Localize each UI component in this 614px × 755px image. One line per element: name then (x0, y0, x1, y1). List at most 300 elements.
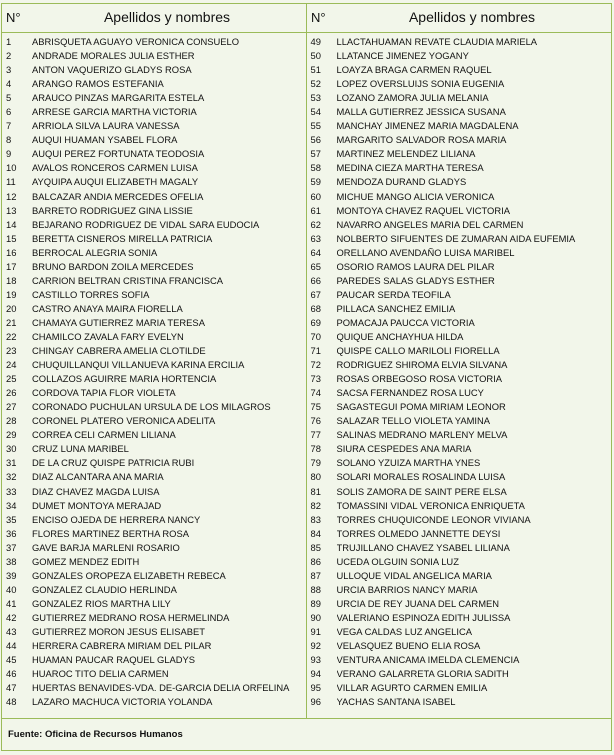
table-row (307, 344, 612, 358)
row-full-name: CORDOVA TAPIA FLOR VIOLETA (32, 387, 176, 399)
row-full-name: BERROCAL ALEGRIA SONIA (32, 246, 158, 258)
table-row (2, 555, 306, 569)
row-full-name: MARGARITO SALVADOR ROSA MARIA (336, 134, 507, 146)
row-full-name: DUMET MONTOYA MERAJAD (32, 499, 162, 511)
row-full-name: MICHUE MANGO ALICIA VERONICA (336, 190, 495, 202)
row-number: 37 (6, 541, 17, 553)
row-full-name: AUQUI HUAMAN YSABEL FLORA (32, 134, 178, 146)
row-full-name: NAVARRO ANGELES MARIA DEL CARMEN (336, 218, 524, 230)
table-row (2, 667, 306, 681)
table-row (307, 442, 612, 456)
table-row (2, 583, 306, 597)
row-number: 94 (310, 668, 321, 680)
table-row (307, 414, 612, 428)
row-number: 86 (310, 555, 321, 567)
row-full-name: SIURA CESPEDES ANA MARIA (336, 443, 472, 455)
row-full-name: LOAYZA BRAGA CARMEN RAQUEL (336, 64, 492, 76)
row-full-name: CASTRO ANAYA MAIRA FIORELLA (32, 302, 183, 314)
row-number: 42 (6, 611, 17, 623)
table-row (2, 569, 306, 583)
table-row (2, 499, 306, 513)
header-left (2, 4, 307, 32)
row-number: 87 (310, 569, 321, 581)
row-full-name: DIAZ CHAVEZ MAGDA LUISA (32, 485, 160, 497)
row-full-name: SALINAS MEDRANO MARLENY MELVA (336, 429, 508, 441)
row-number: 9 (6, 148, 12, 160)
left-column (2, 32, 307, 718)
table-body (2, 32, 611, 719)
table-row (307, 597, 612, 611)
row-full-name: TRUJILLANO CHAVEZ YSABEL LILIANA (336, 541, 510, 553)
table-row (307, 77, 612, 91)
row-full-name: LLATANCE JIMENEZ YOGANY (336, 50, 469, 62)
row-full-name: QUISPE CALLO MARILOLI FIORELLA (336, 345, 500, 357)
row-number: 26 (6, 387, 17, 399)
header-name-label: Apellidos y nombres (103, 9, 231, 25)
row-full-name: SOLARI MORALES ROSALINDA LUISA (336, 471, 506, 483)
row-number: 22 (6, 330, 17, 342)
row-full-name: PAUCAR SERDA TEOFILA (336, 288, 451, 300)
row-number: 47 (6, 682, 17, 694)
table-row (2, 330, 306, 344)
row-full-name: CARRION BELTRAN CRISTINA FRANCISCA (32, 274, 223, 286)
table-row (2, 541, 306, 555)
table-row (2, 372, 306, 386)
header-name-label: Apellidos y nombres (408, 9, 536, 25)
row-number: 73 (310, 373, 321, 385)
table-row (2, 260, 306, 274)
table-row (307, 625, 612, 639)
row-number: 11 (6, 176, 16, 188)
row-full-name: GOMEZ MENDEZ EDITH (32, 555, 140, 567)
table-row (2, 288, 306, 302)
table-row (307, 358, 612, 372)
row-full-name: LLACTAHUAMAN REVATE CLAUDIA MARIELA (336, 36, 538, 47)
row-number: 83 (310, 513, 321, 525)
table-row (307, 49, 612, 63)
table-row (307, 35, 612, 49)
table-row (2, 133, 306, 147)
table-row (307, 653, 612, 667)
row-full-name: BEJARANO RODRIGUEZ DE VIDAL SARA EUDOCIA (32, 218, 260, 230)
row-number: 53 (310, 92, 321, 104)
row-number: 85 (310, 541, 321, 553)
table-row (2, 358, 306, 372)
row-number: 24 (6, 359, 17, 371)
row-number: 77 (310, 429, 321, 441)
row-full-name: CASTILLO TORRES SOFIA (32, 288, 150, 300)
table-row (2, 386, 306, 400)
table-row (307, 133, 612, 147)
table-row (2, 428, 306, 442)
row-number: 44 (6, 640, 17, 652)
row-number: 54 (310, 106, 321, 118)
table-row (2, 485, 306, 499)
row-full-name: GAVE BARJA MARLENI ROSARIO (32, 541, 180, 553)
row-number: 30 (6, 443, 17, 455)
row-number: 82 (310, 499, 321, 511)
row-full-name: VEGA CALDAS LUZ ANGELICA (336, 625, 472, 637)
row-full-name: SACSA FERNANDEZ ROSA LUCY (336, 387, 484, 399)
row-full-name: VILLAR AGURTO CARMEN EMILIA (336, 682, 488, 694)
table-row (2, 190, 306, 204)
row-full-name: MENDOZA DURAND GLADYS (336, 176, 467, 188)
row-full-name: GONZALES OROPEZA ELIZABETH REBECA (32, 569, 226, 581)
row-full-name: ULLOQUE VIDAL ANGELICA MARIA (336, 569, 492, 581)
row-number: 33 (6, 485, 17, 497)
table-row (307, 611, 612, 625)
table-row (307, 386, 612, 400)
row-number: 72 (310, 359, 321, 371)
row-full-name: MEDINA CIEZA MARTHA TERESA (336, 162, 484, 174)
row-full-name: AUQUI PEREZ FORTUNATA TEODOSIA (32, 148, 205, 160)
row-full-name: VALERIANO ESPINOZA EDITH JULISSA (336, 611, 511, 623)
table-row (2, 175, 306, 189)
table-row (307, 583, 612, 597)
row-full-name: ANTON VAQUERIZO GLADYS ROSA (32, 64, 192, 76)
table-row (307, 119, 612, 133)
table-row (307, 428, 612, 442)
table-row (2, 274, 306, 288)
row-number: 63 (310, 232, 321, 244)
row-number: 5 (6, 92, 12, 104)
row-full-name: ARANGO RAMOS ESTEFANIA (32, 78, 164, 90)
row-number: 81 (310, 485, 321, 497)
table-row (2, 625, 306, 639)
row-number: 80 (310, 471, 321, 483)
row-full-name: UCEDA OLGUIN SONIA LUZ (336, 555, 459, 567)
table-row (2, 302, 306, 316)
row-full-name: CRUZ LUNA MARIBEL (32, 443, 129, 455)
row-number: 58 (310, 162, 321, 174)
row-number: 17 (6, 260, 17, 272)
row-full-name: PAREDES SALAS GLADYS ESTHER (336, 274, 495, 286)
row-full-name: SOLANO YZUIZA MARTHA YNES (336, 457, 481, 469)
header-number-label: N° (311, 10, 326, 25)
row-number: 40 (6, 583, 17, 595)
row-number: 18 (6, 274, 17, 286)
row-full-name: NOLBERTO SIFUENTES DE ZUMARAN AIDA EUFEMIA (336, 232, 576, 244)
row-full-name: TORRES CHUQUICONDE LEONOR VIVIANA (336, 513, 531, 525)
row-full-name: URCIA BARRIOS NANCY MARIA (336, 583, 478, 595)
table-row (307, 218, 612, 232)
row-number: 62 (310, 218, 321, 230)
table-row (2, 513, 306, 527)
row-number: 45 (6, 654, 17, 666)
table-row (307, 161, 612, 175)
row-full-name: CORONEL PLATERO VERONICA ADELITA (32, 415, 216, 427)
row-number: 41 (6, 597, 17, 609)
row-full-name: VERANO GALARRETA GLORIA SADITH (336, 668, 509, 680)
table-row (2, 442, 306, 456)
table-row (2, 456, 306, 470)
table-row (307, 639, 612, 653)
row-number: 69 (310, 316, 321, 328)
row-full-name: SAGASTEGUI POMA MIRIAM LEONOR (336, 401, 506, 413)
row-number: 36 (6, 527, 17, 539)
roster-table (1, 3, 612, 751)
row-number: 76 (310, 415, 321, 427)
table-row (307, 513, 612, 527)
table-row (307, 63, 612, 77)
row-number: 75 (310, 401, 321, 413)
table-row (307, 316, 612, 330)
row-full-name: MANCHAY JIMENEZ MARIA MAGDALENA (336, 120, 519, 132)
row-number: 68 (310, 302, 321, 314)
row-full-name: CHAMILCO ZAVALA FARY EVELYN (32, 330, 184, 342)
row-number: 3 (6, 64, 12, 76)
row-number: 35 (6, 513, 17, 525)
row-full-name: VELASQUEZ BUENO ELIA ROSA (336, 640, 481, 652)
table-row (307, 499, 612, 513)
row-number: 70 (310, 330, 321, 342)
row-number: 16 (6, 246, 17, 258)
table-row (307, 232, 612, 246)
row-full-name: CHUQUILLANQUI VILLANUEVA KARINA ERCILIA (32, 359, 245, 371)
table-row (2, 470, 306, 484)
table-row (2, 49, 306, 63)
table-row (2, 695, 306, 709)
right-column (307, 32, 612, 718)
row-full-name: GONZALEZ CLAUDIO HERLINDA (32, 583, 177, 595)
row-full-name: YACHAS SANTANA ISABEL (336, 696, 456, 708)
row-number: 2 (6, 50, 12, 62)
row-full-name: MONTOYA CHAVEZ RAQUEL VICTORIA (336, 204, 510, 216)
table-header (2, 4, 611, 33)
row-number: 27 (6, 401, 17, 413)
table-row (307, 204, 612, 218)
table-row (307, 260, 612, 274)
table-row (307, 175, 612, 189)
row-number: 10 (6, 162, 17, 174)
table-row (2, 344, 306, 358)
header-right (307, 4, 611, 32)
row-full-name: AYQUIPA AUQUI ELIZABETH MAGALY (32, 176, 199, 188)
row-number: 46 (6, 668, 17, 680)
row-full-name: GUTIERREZ MEDRANO ROSA HERMELINDA (32, 611, 230, 623)
table-row (2, 63, 306, 77)
row-full-name: BALCAZAR ANDIA MERCEDES OFELIA (32, 190, 204, 202)
row-number: 59 (310, 176, 321, 188)
row-number: 88 (310, 583, 321, 595)
row-number: 20 (6, 302, 17, 314)
row-full-name: MARTINEZ MELENDEZ LILIANA (336, 148, 476, 160)
row-number: 13 (6, 204, 17, 216)
table-row (307, 288, 612, 302)
table-row (307, 569, 612, 583)
row-full-name: HERRERA CABRERA MIRIAM DEL PILAR (32, 640, 212, 652)
row-number: 71 (310, 345, 321, 357)
row-number: 38 (6, 555, 17, 567)
row-number: 14 (6, 218, 17, 230)
table-row (307, 527, 612, 541)
table-row (307, 147, 612, 161)
row-number: 29 (6, 429, 17, 441)
row-number: 95 (310, 682, 321, 694)
table-row (307, 456, 612, 470)
table-row (307, 667, 612, 681)
row-number: 57 (310, 148, 321, 160)
row-number: 74 (310, 387, 321, 399)
row-number: 84 (310, 527, 321, 539)
row-full-name: CHAMAYA GUTIERREZ MARIA TERESA (32, 316, 205, 328)
row-number: 93 (310, 654, 321, 666)
table-row (2, 232, 306, 246)
table-row (2, 414, 306, 428)
row-number: 34 (6, 499, 17, 511)
row-full-name: SALAZAR TELLO VIOLETA YAMINA (336, 415, 491, 427)
row-full-name: ARRIOLA SILVA LAURA VANESSA (32, 120, 180, 132)
row-number: 28 (6, 415, 17, 427)
row-number: 79 (310, 457, 321, 469)
row-full-name: BRUNO BARDON ZOILA MERCEDES (32, 260, 194, 272)
row-number: 67 (310, 288, 321, 300)
table-row (2, 218, 306, 232)
row-number: 48 (6, 696, 17, 708)
table-row (307, 555, 612, 569)
row-full-name: ARAUCO PINZAS MARGARITA ESTELA (32, 92, 205, 104)
row-full-name: CORREA CELI CARMEN LILIANA (32, 429, 176, 441)
table-row (2, 77, 306, 91)
row-number: 1 (6, 36, 12, 47)
table-row (2, 597, 306, 611)
row-full-name: DIAZ ALCANTARA ANA MARIA (32, 471, 164, 483)
table-row (307, 330, 612, 344)
table-row (307, 246, 612, 260)
row-number: 25 (6, 373, 17, 385)
row-full-name: ANDRADE MORALES JULIA ESTHER (32, 50, 195, 62)
row-number: 31 (6, 457, 17, 469)
table-row (2, 246, 306, 260)
row-full-name: HUAMAN PAUCAR RAQUEL GLADYS (32, 654, 196, 666)
row-full-name: TOMASSINI VIDAL VERONICA ENRIQUETA (336, 499, 525, 511)
row-full-name: DE LA CRUZ QUISPE PATRICIA RUBI (32, 457, 195, 469)
row-number: 89 (310, 597, 321, 609)
table-row (2, 147, 306, 161)
row-full-name: AVALOS RONCEROS CARMEN LUISA (32, 162, 198, 174)
row-full-name: ENCISO OJEDA DE HERRERA NANCY (32, 513, 201, 525)
row-number: 66 (310, 274, 321, 286)
table-row (2, 119, 306, 133)
row-full-name: URCIA DE REY JUANA DEL CARMEN (336, 597, 500, 609)
table-row (307, 274, 612, 288)
row-number: 65 (310, 260, 321, 272)
table-row (307, 541, 612, 555)
table-row (2, 316, 306, 330)
table-row (2, 161, 306, 175)
row-full-name: TORRES OLMEDO JANNETTE DEYSI (336, 527, 501, 539)
table-row (2, 204, 306, 218)
table-row (307, 485, 612, 499)
row-full-name: ORELLANO AVENDAÑO LUISA MARIBEL (336, 246, 515, 258)
row-number: 8 (6, 134, 12, 146)
row-full-name: ABRISQUETA AGUAYO VERONICA CONSUELO (32, 36, 239, 47)
table-row (307, 91, 612, 105)
table-row (307, 372, 612, 386)
row-full-name: SOLIS ZAMORA DE SAINT PERE ELSA (336, 485, 507, 497)
row-full-name: ROSAS ORBEGOSO ROSA VICTORIA (336, 373, 502, 385)
table-row (307, 470, 612, 484)
row-full-name: POMACAJA PAUCCA VICTORIA (336, 316, 475, 328)
row-number: 23 (6, 345, 17, 357)
row-full-name: LOZANO ZAMORA JULIA MELANIA (336, 92, 489, 104)
row-full-name: OSORIO RAMOS LAURA DEL PILAR (336, 260, 495, 272)
row-full-name: FLORES MARTINEZ BERTHA ROSA (32, 527, 189, 539)
row-full-name: PILLACA SANCHEZ EMILIA (336, 302, 456, 314)
row-number: 21 (6, 316, 17, 328)
table-row (2, 527, 306, 541)
table-row (2, 653, 306, 667)
table-row (2, 639, 306, 653)
table-row (307, 400, 612, 414)
row-number: 15 (6, 232, 17, 244)
row-number: 7 (6, 120, 12, 132)
row-number: 49 (310, 36, 321, 47)
row-number: 92 (310, 640, 321, 652)
table-row (2, 35, 306, 49)
row-number: 12 (6, 190, 17, 202)
row-number: 51 (310, 64, 321, 76)
row-full-name: MALLA GUTIERREZ JESSICA SUSANA (336, 106, 506, 118)
row-full-name: BERETTA CISNEROS MIRELLA PATRICIA (32, 232, 213, 244)
row-number: 90 (310, 611, 321, 623)
row-number: 78 (310, 443, 321, 455)
row-full-name: GUTIERREZ MORON JESUS ELISABET (32, 625, 205, 637)
row-number: 50 (310, 50, 321, 62)
row-number: 61 (310, 204, 321, 216)
row-full-name: HUERTAS BENAVIDES-VDA. DE-GARCIA DELIA ORFELINA (32, 682, 290, 694)
row-number: 19 (6, 288, 17, 300)
row-full-name: CHINGAY CABRERA AMELIA CLOTILDE (32, 345, 206, 357)
row-full-name: ARRESE GARCIA MARTHA VICTORIA (32, 106, 197, 118)
row-full-name: GONZALEZ RIOS MARTHA LILY (32, 597, 171, 609)
row-full-name: LAZARO MACHUCA VICTORIA YOLANDA (32, 696, 213, 708)
table-row (307, 681, 612, 695)
row-number: 91 (310, 625, 321, 637)
row-full-name: CORONADO PUCHULAN URSULA DE LOS MILAGROS (32, 401, 271, 413)
table-row (307, 302, 612, 316)
row-number: 4 (6, 78, 12, 90)
row-full-name: BARRETO RODRIGUEZ GINA LISSIE (32, 204, 193, 216)
row-number: 52 (310, 78, 321, 90)
row-number: 64 (310, 246, 321, 258)
row-full-name: RODRIGUEZ SHIROMA ELVIA SILVANA (336, 359, 508, 371)
table-row (2, 400, 306, 414)
row-full-name: QUIQUE ANCHAYHUA HILDA (336, 330, 464, 342)
row-full-name: COLLAZOS AGUIRRE MARIA HORTENCIA (32, 373, 217, 385)
row-number: 39 (6, 569, 17, 581)
row-full-name: VENTURA ANICAMA IMELDA CLEMENCIA (336, 654, 520, 666)
header-number-label: N° (6, 10, 21, 25)
source-footer: Fuente: Oficina de Recursos Humanos (8, 729, 183, 740)
row-number: 55 (310, 120, 321, 132)
table-row (2, 91, 306, 105)
table-row (2, 611, 306, 625)
row-full-name: HUAROC TITO DELIA CARMEN (32, 668, 169, 680)
table-row (307, 190, 612, 204)
row-number: 32 (6, 471, 17, 483)
table-row (307, 695, 612, 709)
table-row (2, 105, 306, 119)
row-number: 43 (6, 625, 17, 637)
table-row (2, 681, 306, 695)
row-number: 56 (310, 134, 321, 146)
table-row (307, 105, 612, 119)
row-full-name: LOPEZ OVERSLUIJS SONIA EUGENIA (336, 78, 505, 90)
row-number: 6 (6, 106, 12, 118)
row-number: 96 (310, 696, 321, 708)
row-number: 60 (310, 190, 321, 202)
